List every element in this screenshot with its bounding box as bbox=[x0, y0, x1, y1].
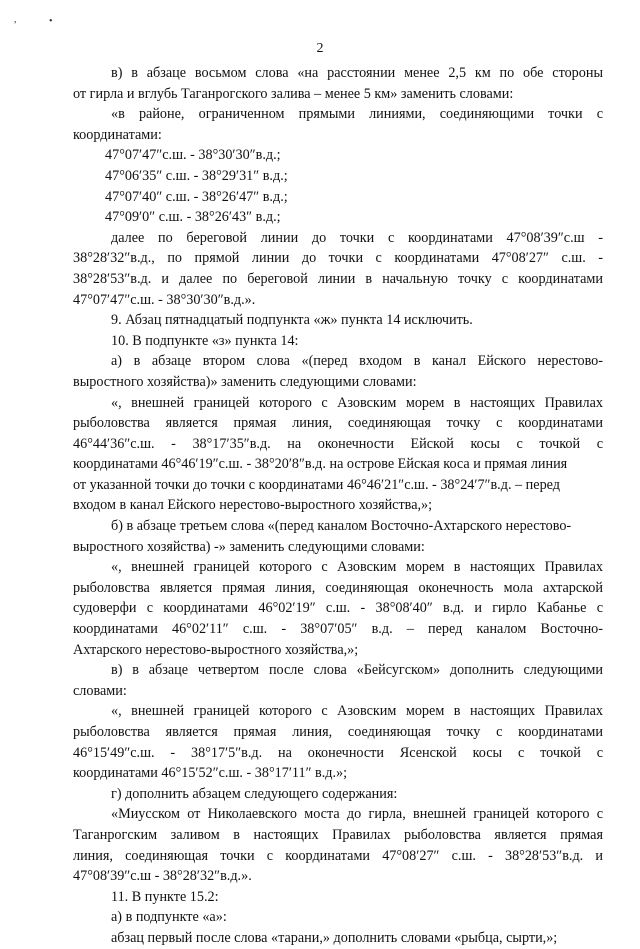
text-line: от гирла и вглубь Таганрогского залива – менее 5 км» заменить словами: bbox=[73, 85, 514, 102]
text-line: от указанной точки до точки с координатами 46°46′21″с.ш. - 38°24′7″в.д. – перед bbox=[73, 476, 560, 493]
text-line: координатами 46°46′19″с.ш. - 38°20′8″в.д. на острове Ейская коса и прямая линия bbox=[73, 456, 568, 473]
text-line: 38°28′32″в.д., по прямой линии до точки с координатами 47°08′27″ с.ш. - bbox=[73, 250, 603, 267]
text-line: далее по береговой линии до точки с координатами 47°08′39″с.ш - bbox=[111, 229, 603, 246]
text-line: 11. В пункте 15.2: bbox=[111, 888, 219, 905]
text-line: словами: bbox=[73, 682, 127, 699]
scan-mark: • bbox=[49, 16, 53, 27]
text-line: «, внешней границей которого с Азовским морем в настоящих Правилах bbox=[111, 559, 603, 576]
page-number: 2 bbox=[316, 41, 324, 56]
text-line: 47°06′35″ с.ш. - 38°29′31″ в.д.; bbox=[105, 167, 288, 184]
text-line: входом в канал Ейского нерестово-выростного хозяйства,»; bbox=[73, 497, 433, 514]
text-line: «Миусском от Николаевского моста до гирла, внешней границей которого с bbox=[111, 806, 603, 823]
text-line: выростного хозяйства)» заменить следующими словами: bbox=[73, 373, 417, 390]
text-line: рыболовства является прямая линия, соединяющая точку с координатами bbox=[73, 724, 603, 740]
text-line: судоверфи с координатами 46°02′19″ с.ш. - 38°08′40″ в.д. и гирло Кабанье с bbox=[73, 600, 603, 617]
text-line: 38°28′53″в.д. и далее по береговой линии в начальную точку с координатами bbox=[73, 270, 603, 287]
text-line: в) в абзаце четвертом после слова «Бейсугском» дополнить следующими bbox=[111, 662, 603, 679]
scan-mark: , bbox=[14, 14, 17, 25]
text-line: а) в абзаце втором слова «(перед входом в канал Ейского нерестово- bbox=[111, 353, 603, 370]
text-line: а) в подпункте «а»: bbox=[111, 909, 227, 926]
text-line: 47°07′47″с.ш. - 38°30′30″в.д.; bbox=[105, 147, 281, 164]
text-line: «, внешней границей которого с Азовским морем в настоящих Правилах bbox=[111, 394, 603, 411]
text-line: «, внешней границей которого с Азовским морем в настоящих Правилах bbox=[111, 703, 603, 720]
text-line: абзац первый после слова «тарани,» дополнить словами «рыбца, сырти,»; bbox=[111, 929, 558, 946]
document-body bbox=[73, 63, 603, 949]
text-line: «в районе, ограниченном прямыми линиями, соединяющими точки с bbox=[111, 106, 603, 123]
text-line: 46°44′36″с.ш. - 38°17′35″в.д. на оконечности Ейской косы с точкой с bbox=[73, 435, 603, 452]
text-line: рыболовства является прямая линия, соединяющая оконечность мола ахтарской bbox=[73, 579, 603, 596]
text-line: г) дополнить абзацем следующего содержания: bbox=[111, 785, 398, 802]
text-line: выростного хозяйства) -» заменить следующими словами: bbox=[73, 538, 425, 555]
text-line: 47°07′40″ с.ш. - 38°26′47″ в.д.; bbox=[105, 188, 288, 205]
text-line: в) в абзаце восьмом слова «на расстоянии менее 2,5 км по обе стороны bbox=[111, 65, 603, 81]
text-line: Ахтарского нерестово-выростного хозяйства,»; bbox=[73, 641, 359, 658]
text-line: координатами 46°15′52″с.ш. - 38°17′11″ в.д.»; bbox=[73, 765, 348, 782]
text-line: координатами: bbox=[73, 126, 162, 143]
text-line: 47°08′39″с.ш - 38°28′32″в.д.». bbox=[73, 868, 252, 885]
text-line: 10. В подпункте «з» пункта 14: bbox=[111, 332, 299, 349]
text-line: Таганрогским заливом в настоящих Правилах рыболовства является прямая bbox=[73, 826, 603, 843]
text-line: рыболовства является прямая линия, соединяющая точку с координатами bbox=[73, 415, 603, 432]
text-line: 46°15′49″с.ш. - 38°17′5″в.д. на оконечности Ясенской косы с точкой с bbox=[73, 744, 603, 761]
text-line: координатами 46°02′11″ с.ш. - 38°07′05″ в.д. – перед каналом Восточно- bbox=[73, 621, 603, 638]
text-line: 9. Абзац пятнадцатый подпункта «ж» пункта 14 исключить. bbox=[111, 312, 473, 329]
text-line: б) в абзаце третьем слова «(перед каналом Восточно-Ахтарского нерестово- bbox=[111, 518, 572, 535]
text-line: 47°09′0″ с.ш. - 38°26′43″ в.д.; bbox=[105, 209, 281, 226]
text-line: 47°07′47″с.ш. - 38°30′30″в.д.». bbox=[73, 291, 256, 308]
text-line: линия, соединяющая точки с координатами 47°08′27″ с.ш. - 38°28′53″в.д. и bbox=[73, 847, 603, 864]
